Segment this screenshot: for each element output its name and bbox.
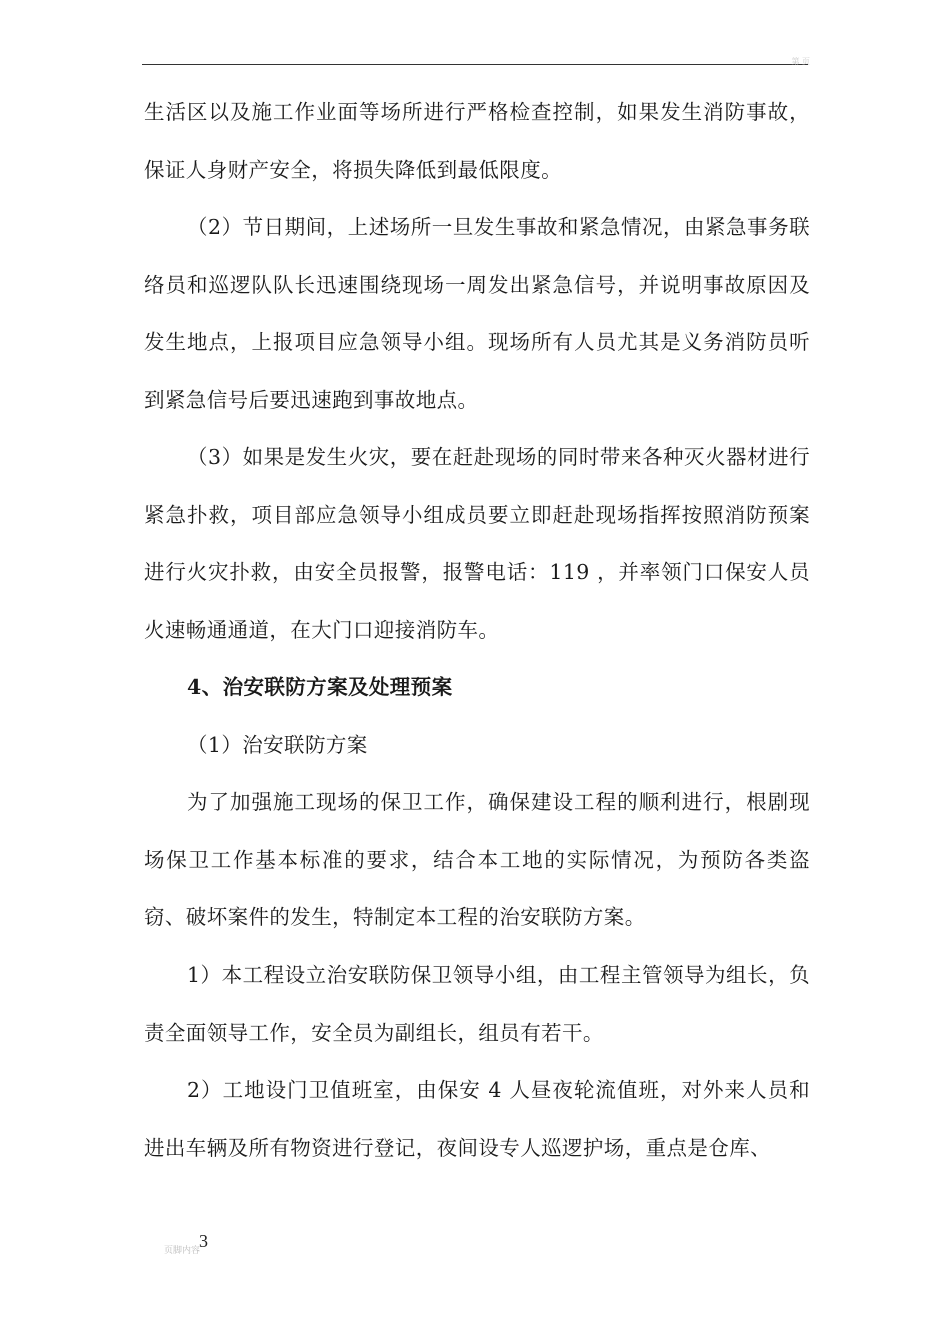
page-number: 3 [199,1231,208,1251]
paragraph-4: 为了加强施工现场的保卫工作，确保建设工程的顺利进行，根剧现场保卫工作基本标准的要求，结合本工地的实际情况，为预防各类盗窃、破坏案件的发生，特制定本工程的治安联防方案。 [144,790,810,929]
paragraph-2: （2）节日期间，上述场所一旦发生事故和紧急情况，由紧急事务联络员和巡逻队队长迅速围绕现场一周发出紧急信号，并说明事故原因及发生地点，上报项目应急领导小组。现场所有人员尤其是义务消防员听到紧急信号后要迅速跑到事故地点。 [144,215,810,412]
footer-label: 页脚内容 [164,1246,201,1256]
section-heading: 4、治安联防方案及处理预案 [187,675,453,699]
paragraph-3: （3）如果是发生火灾，要在赶赴现场的同时带来各种灭火器材进行紧急扑救，项目部应急领导小组成员要立即赶赴现场指挥按照消防预案进行火灾扑救，由安全员报警，报警电话：119 ，并率领门口保安人员火速畅通通道，在大门口迎接消防车。 [144,445,810,642]
paragraph-5: 1）本工程设立治安联防保卫领导小组，由工程主管领导为组长，负责全面领导工作，安全员为副组长，组员有若干。 [144,963,810,1045]
header-text: 第 页 [791,57,810,66]
paragraph-1: 生活区以及施工作业面等场所进行严格检查控制，如果发生消防事故，保证人身财产安全，将损失降低到最低限度。 [144,100,810,182]
subsection-heading: （1）治安联防方案 [187,733,368,757]
paragraph-6: 2）工地设门卫值班室，由保安 4 人昼夜轮流值班，对外来人员和进出车辆及所有物资进行登记，夜间设专人巡逻护场，重点是仓库、 [144,1078,810,1160]
header-rule [142,64,808,65]
